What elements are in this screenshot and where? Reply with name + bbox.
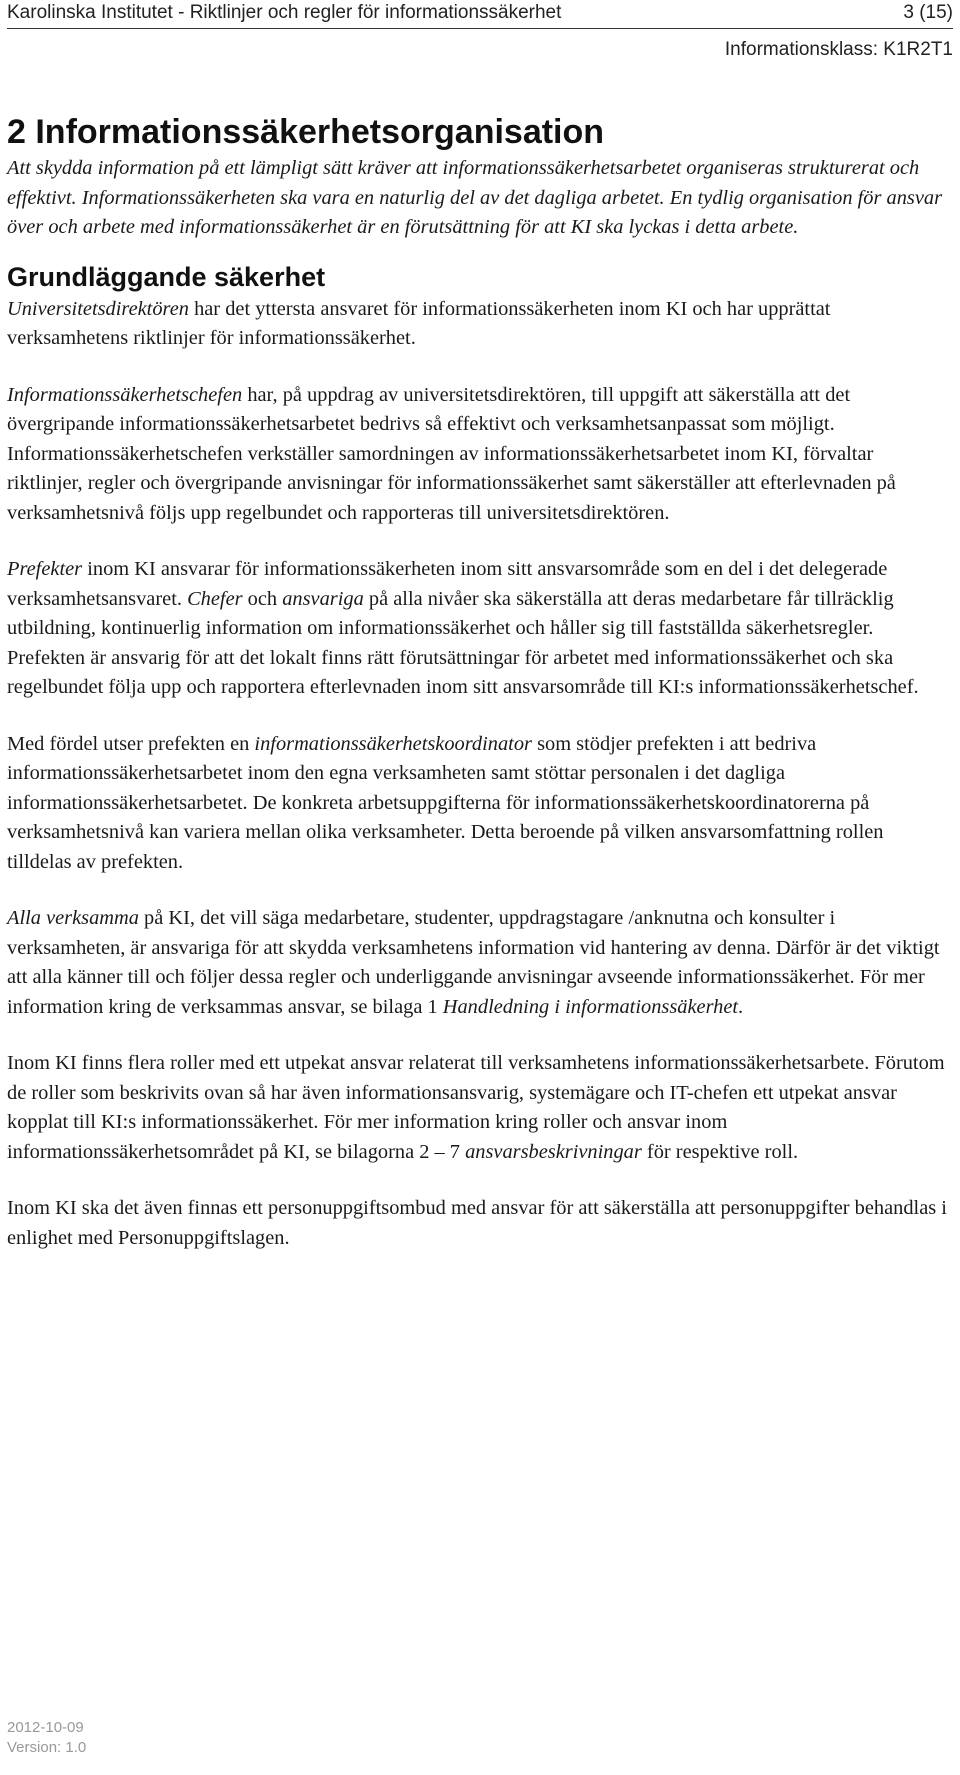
- role-term: Chefer: [187, 587, 243, 610]
- role-term: Informationssäkerhetschefen: [7, 383, 243, 406]
- role-term: Universitetsdirektören: [7, 297, 189, 320]
- paragraph-prefekter: [7, 555, 953, 703]
- paragraph-alla-verksamma: [7, 904, 953, 1022]
- paragraph-text: som stödjer prefekten i att bedriva informationssäkerhetsarbetet inom den egna verksamheten samt stöttar personalen i det dagliga informationssäkerhetsarbetet. De konkreta arbetsuppgifterna för informationssäkerhetskoordinatorerna på verksamhetsnivå kan variera mellan olika verksamheter. Detta beroende på vilken ansvarsomfattning rollen tilldelas av prefekten.: [7, 732, 884, 873]
- role-term: Alla verksamma: [7, 907, 139, 929]
- paragraph-koordinator: [7, 730, 953, 878]
- paragraph-text: har, på uppdrag av universitetsdirektören, till uppgift att säkerställa att det övergripande informationssäkerhetsarbetet bedrivs så effektivt och verksamhetsanpassat som möjligt. Informationssäkerhetschefen verkställer samordningen av informationssäkerhetsarbetet inom KI, förvaltar riktlinjer, regler och övergripande anvisningar för informationssäkerhet samt säkerställer att efterlevnaden på verksamhetsnivå följs upp regelbundet och rapporteras till universitetsdirektören.: [7, 383, 896, 524]
- paragraph-personuppgiftsombud: Inom KI ska det även finnas ett personuppgiftsombud med ansvar för att säkerställa att personuppgifter behandlas i enlighet med Personuppgiftslagen.: [7, 1197, 947, 1249]
- document-body: [7, 110, 953, 1253]
- appendix-reference: Handledning i informationssäkerhet: [442, 995, 739, 1018]
- header-row: [7, 0, 953, 28]
- subsection-heading: Grundläggande säkerhet: [7, 261, 326, 292]
- classification-label: Informationsklass: K1R2T1: [724, 39, 953, 60]
- role-term: informationssäkerhetskoordinator: [254, 732, 532, 755]
- page-number: 3 (15): [903, 2, 953, 23]
- paragraph-universitetsdirektor: [7, 295, 953, 354]
- paragraph-roller: [7, 1049, 953, 1167]
- section-heading: 2 Informationssäkerhetsorganisation: [7, 113, 605, 151]
- footer-date: 2012-10-09: [7, 1719, 84, 1736]
- section-lead: Att skydda information på ett lämpligt sätt kräver att informationssäkerhetsarbetet organiseras strukturerat och effektivt. Informationssäkerheten ska vara en naturlig del av det dagliga arbetet. En tydlig organisation för ansvar över och arbete med informationssäkerhet är en förutsättning för att KI ska lyckas i detta arbete.: [7, 157, 943, 238]
- header-divider: [7, 28, 953, 29]
- paragraph-text: Inom KI finns flera roller med ett utpekat ansvar relaterat till verksamhetens informationssäkerhetsarbete. Förutom de roller som beskrivits ovan så har även informationsansvarig, systemägare och IT-chefen ett utpekat ansvar kopplat till KI:s informationssäkerhet. För mer information kring roller och ansvar inom informationssäkerhetsområdet på KI, se bilagorna 2 – 7: [7, 1052, 945, 1163]
- paragraph-text: för respektive roll.: [641, 1140, 799, 1163]
- paragraph-text: och: [242, 587, 283, 610]
- footer-version: Version: 1.0: [7, 1739, 87, 1756]
- paragraph-text: på alla nivåer ska säkerställa att deras medarbetare får tillräcklig utbildning, kontinuerlig information om informationssäkerhet och håller sig till fastställda säkerhetsregler. Prefekten är ansvarig för att det lokalt finns rätt förutsättningar för arbetet med informationssäkerhet och ska regelbundet följa upp och rapportera efterlevnaden inom sitt ansvarsområde till KI:s informationssäkerhetschef.: [7, 587, 919, 698]
- paragraph-informationssakerhetschef: [7, 381, 953, 529]
- document-title: Karolinska Institutet - Riktlinjer och regler för informationssäkerhet: [7, 2, 562, 23]
- appendix-reference: ansvarsbeskrivningar: [465, 1140, 642, 1163]
- role-term: Prefekter: [7, 558, 83, 580]
- paragraph-text: inom KI ansvarar för informationssäkerheten inom sitt ansvarsområde som en del i det delegerade verksamhetsansvaret.: [7, 558, 888, 610]
- paragraph-text: Med fördel utser prefekten en: [7, 732, 255, 755]
- page-footer: [7, 1718, 86, 1758]
- paragraph-text: på KI, det vill säga medarbetare, studenter, uppdragstagare /anknutna och konsulter i verksamheten, är ansvariga för att skydda verksamhetens information vid hantering av denna. Därför är det viktigt att alla känner till och följer dessa regler och underliggande anvisningar avseende informationssäkerhet. För mer information kring de verksammas ansvar, se bilaga 1: [7, 907, 940, 1018]
- page-header: [7, 0, 953, 63]
- paragraph-text: .: [738, 995, 744, 1018]
- role-term: ansvariga: [282, 587, 364, 610]
- paragraph-text: har det yttersta ansvaret för informationssäkerheten inom KI och har upprättat verksamhetens riktlinjer för informationssäkerhet.: [7, 297, 831, 349]
